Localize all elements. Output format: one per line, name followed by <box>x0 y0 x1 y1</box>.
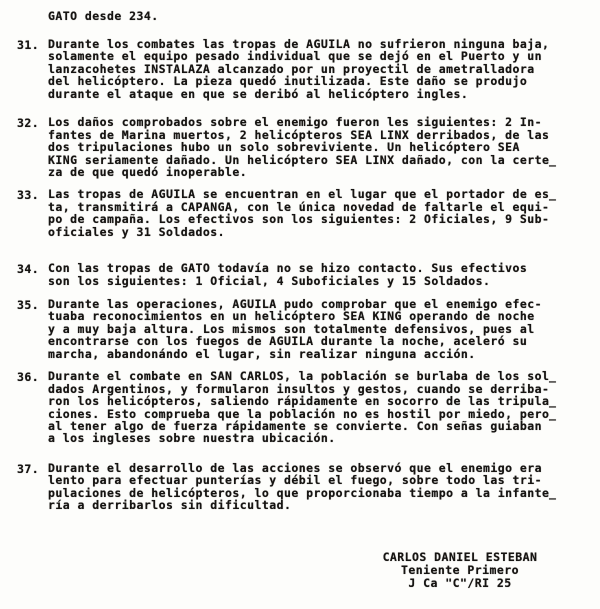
signature-rank: Teniente Primero <box>401 563 519 578</box>
paragraph-line: y a muy baja altura. Los mismos son totalmente defensivos, pues al <box>48 321 535 336</box>
paragraph-item <box>17 37 588 101</box>
paragraph-line: Durante los combates las tropas de AGUILA no sufrieron ninguna baja, <box>48 37 550 51</box>
paragraph-line: encontrarse con los fuegos de AGUILA durante la noche, aceleró su <box>48 334 528 349</box>
paragraph-line: ron los helicópteros, saliendo rápidamente en socorro de las tripula̲ <box>48 394 557 409</box>
paragraph-number: 33. <box>17 188 40 203</box>
paragraph-item <box>17 460 588 513</box>
paragraph-line: durante el ataque en que se deribó al helicóptero ingles. <box>48 86 469 101</box>
paragraph-line: marcha, abandonándo el lugar, sin realizar ninguna acción. <box>48 346 476 361</box>
document-header: GATO desde 234. <box>48 9 159 23</box>
paragraph-line: oficiales y 31 Soldados. <box>48 224 225 239</box>
paragraph-number: 34. <box>17 262 40 277</box>
paragraph-line: fantes de Marina muertos, 2 helicópteros SEA LINX derribados, de las <box>48 127 550 142</box>
paragraph-line: a los ingleses sobre nuestra ubicación. <box>48 431 336 446</box>
paragraph-item <box>17 115 588 179</box>
paragraph-item <box>17 187 588 239</box>
paragraph-line: Con las tropas de GATO todavía no se hizo contacto. Sus efectivos <box>48 261 528 276</box>
paragraph-line: KING seriamente dañado. Un helicóptero SEA LINX dañado, con la certe̲ <box>48 152 557 167</box>
paragraph-item <box>17 261 588 288</box>
paragraph-line: son los siguientes: 1 Oficial, 4 Suboficiales y 15 Soldados. <box>48 273 491 288</box>
paragraph-line: dos tripulaciones hubo un solo sobreviviente. Un helicóptero SEA <box>48 140 520 155</box>
paragraph-line: Las tropas de AGUILA se encuentran en el lugar que el portador de es̲ <box>48 187 557 202</box>
paragraph-number: 35. <box>17 298 40 312</box>
signature-unit: J Ca "C"/RI 25 <box>408 576 512 591</box>
paragraph-line: Durante el desarrollo de las acciones se observó que el enemigo era <box>48 460 543 475</box>
paragraph-line: Durante las operaciones, AGUILA pudo comprobar que el enemigo efec- <box>48 297 543 311</box>
paragraph-line: ciones. Esto comprueba que la población no es hostil por miedo, pero̲ <box>48 406 557 421</box>
paragraph-list <box>17 37 588 513</box>
paragraph-line: Durante el combate en SAN CARLOS, la población se burlaba de los sol̲ <box>48 369 557 384</box>
paragraph-line: Los daños comprobados sobre el enemigo fueron les siguientes: 2 In- <box>48 115 543 130</box>
paragraph-line: solamente el equipo pesado individual que se dejó en el Puerto y un <box>48 49 543 64</box>
paragraph-line: tuaba reconocimientos en un helicóptero SEA KING operando de noche <box>48 309 535 324</box>
paragraph-number: 36. <box>17 370 40 385</box>
paragraph-item <box>17 297 588 361</box>
paragraph-number: 32. <box>17 116 40 131</box>
paragraph-line: lento para efectuar punterías y débil el fuego, sobre todo las tri- <box>48 473 543 488</box>
paragraph-line: del helicóptero. La pieza quedó inutilizada. Este daño se produjo <box>48 74 528 89</box>
paragraph-line: al tener algo de fuerza rápidamente se convierte. Con señas guiaban <box>48 418 543 433</box>
paragraph-line: ría a derribarlos sin dificultad. <box>48 498 292 513</box>
paragraph-number: 37. <box>17 461 40 476</box>
paragraph-number: 31. <box>17 38 40 52</box>
paragraph-line: dados Argentinos, y formularon insultos y gestos, cuando se derriba- <box>48 381 550 396</box>
paragraph-line: lanzacohetes INSTALAZA alcanzado por un proyectil de ametralladora <box>48 61 535 76</box>
paragraph-line: za de que quedó inoperable. <box>48 164 248 179</box>
paragraph-line: ta, transmitirá a CAPANGA, con le única novedad de faltarle el equi- <box>48 199 550 214</box>
paragraph-line: pulaciones de helicópteros, lo que proporcionaba tiempo a la infante̲ <box>48 485 557 500</box>
signature-name: CARLOS DANIEL ESTEBAN <box>382 550 538 564</box>
signature-block <box>352 551 568 591</box>
paragraph-item <box>17 369 588 446</box>
paragraph-line: po de campaña. Los efectivos son los siguientes: 2 Oficiales, 9 Sub- <box>48 212 550 227</box>
